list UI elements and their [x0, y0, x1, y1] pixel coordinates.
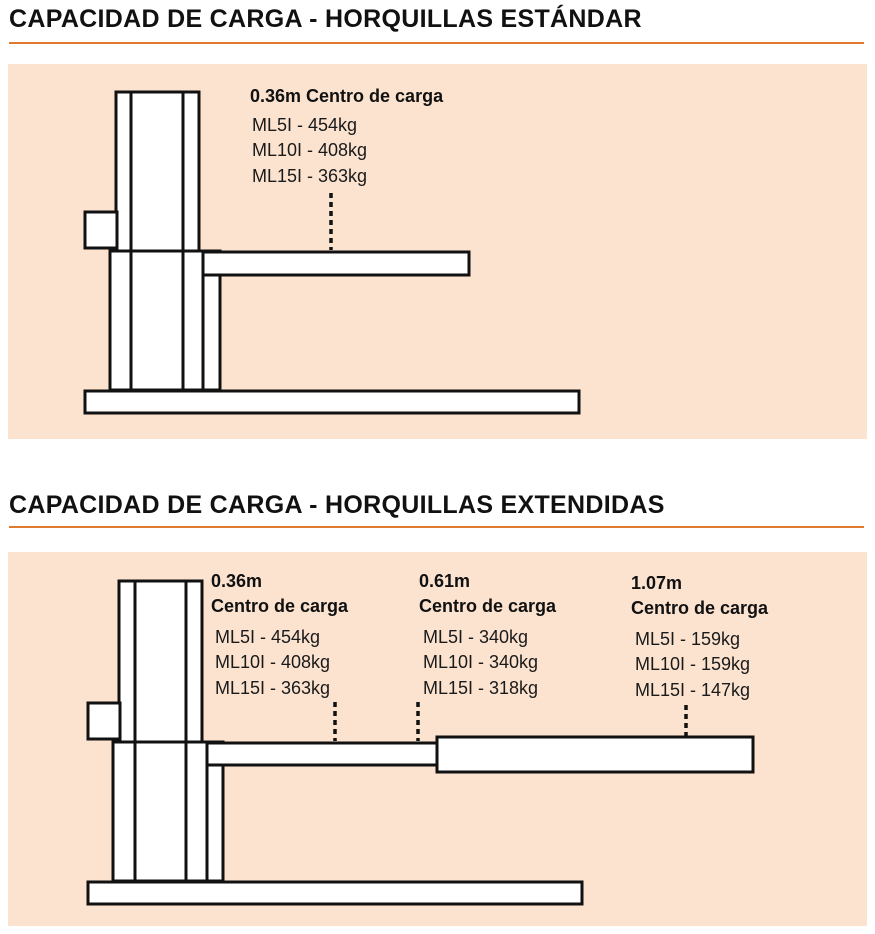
fork-standard-section — [207, 743, 438, 765]
capacity-label: ML10I - 408kg — [215, 652, 331, 672]
capacity-label: ML5I - 340kg — [423, 627, 529, 647]
capacity-label: ML10I - 159kg — [635, 654, 751, 674]
capacity-label: ML15I - 363kg — [252, 166, 368, 186]
load-center-heading: 1.07m — [631, 573, 683, 593]
load-center-heading: 0.61m — [419, 571, 471, 591]
mast-side-box — [88, 703, 120, 739]
capacity-label: ML10I - 408kg — [252, 140, 368, 160]
standard-section-title: CAPACIDAD DE CARGA - HORQUILLAS ESTÁNDAR — [9, 5, 642, 33]
capacity-label: ML15I - 363kg — [215, 678, 331, 698]
load-center-subheading: Centro de carga — [419, 596, 557, 616]
mast-upright-outer — [119, 581, 202, 742]
capacity-label: ML15I - 318kg — [423, 678, 539, 698]
capacity-label: ML5I - 159kg — [635, 629, 741, 649]
fork-extension-sleeve — [437, 737, 753, 772]
capacity-label: ML15I - 147kg — [635, 680, 751, 700]
extended-section-title: CAPACIDAD DE CARGA - HORQUILLAS EXTENDIDAS — [9, 491, 665, 519]
load-center-subheading: Centro de carga — [211, 596, 349, 616]
base-platform — [88, 882, 582, 904]
load-center-heading: 0.36m — [211, 571, 263, 591]
load-center-heading: 0.36m Centro de carga — [250, 86, 444, 106]
capacity-label: ML10I - 340kg — [423, 652, 539, 672]
capacity-label: ML5I - 454kg — [215, 627, 321, 647]
capacity-label: ML5I - 454kg — [252, 115, 358, 135]
load-center-subheading: Centro de carga — [631, 598, 769, 618]
